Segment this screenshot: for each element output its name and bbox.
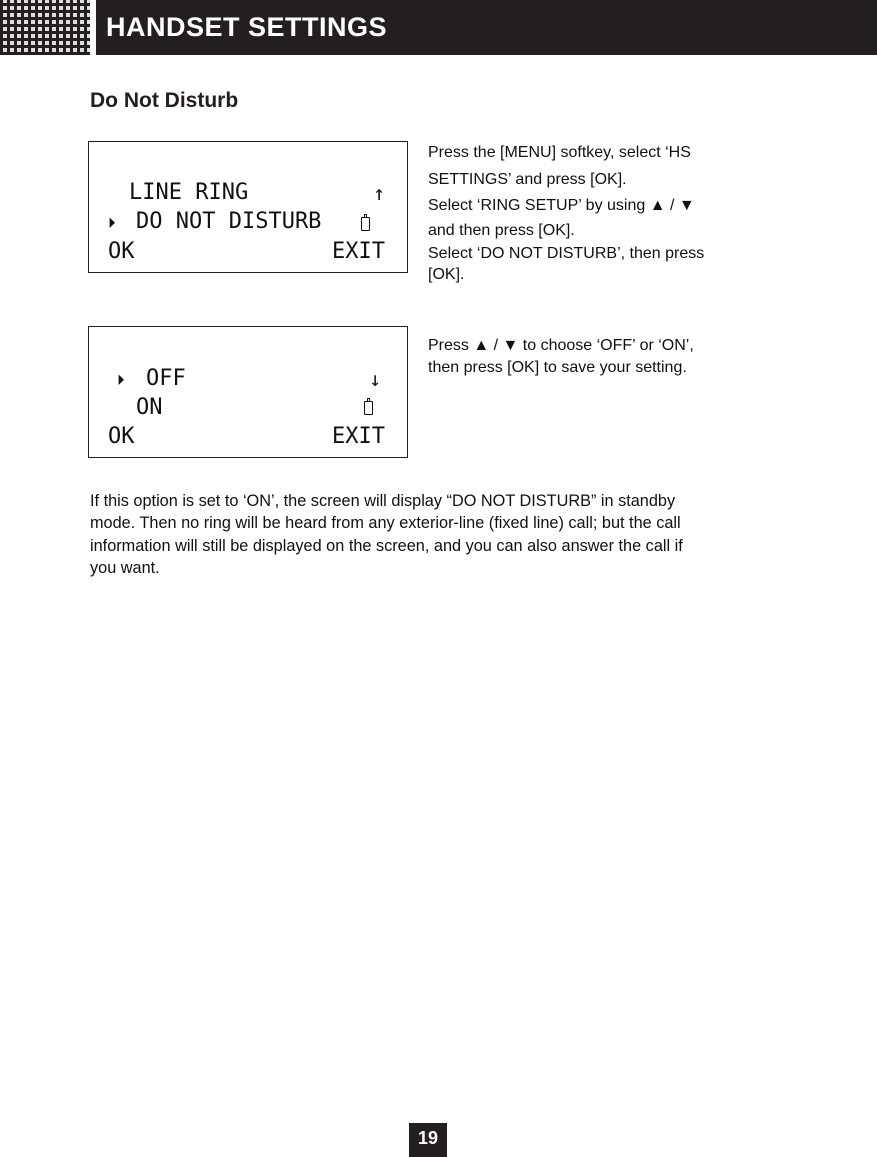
instruction-line: Press the [MENU] softkey, select ‘HS: [428, 144, 691, 161]
scroll-down-icon: ↓: [369, 367, 382, 391]
instructions-select-menu: [428, 139, 704, 286]
lcd-row-3: [89, 424, 407, 452]
selection-cursor-icon: ⏵: [108, 214, 116, 232]
lcd-row-2: [89, 209, 407, 237]
instruction-line: and then press [OK].: [428, 222, 575, 239]
lcd-softkey-exit: EXIT: [332, 424, 385, 449]
lcd-menu-item-line-ring: LINE RING: [129, 180, 249, 205]
lcd-screen-options: [88, 326, 408, 458]
lcd-menu-item-do-not-disturb: DO NOT DISTURB: [136, 209, 322, 234]
lcd-screen-menu: [88, 141, 408, 273]
lcd-softkey-ok: OK: [108, 239, 135, 264]
instruction-line: then press [OK] to save your setting.: [428, 359, 687, 376]
header-pattern-decoration: [0, 0, 90, 55]
lcd-softkey-ok: OK: [108, 424, 135, 449]
header-separator: [90, 0, 96, 55]
lcd-row-1: [89, 366, 407, 394]
instructions-choose-option: [428, 335, 694, 379]
instruction-line: Select ‘RING SETUP’ by using ▲ / ▼: [428, 197, 695, 214]
note-paragraph: [90, 490, 790, 579]
instruction-line: Select ‘DO NOT DISTURB’, then press: [428, 245, 705, 262]
note-line: you want.: [90, 558, 160, 577]
lcd-row-3: [89, 239, 407, 267]
lcd-row-1: [89, 180, 407, 208]
selection-cursor-icon: ⏵: [117, 371, 125, 389]
note-line: mode. Then no ring will be heard from any exterior-line (fixed line) call; but the call: [90, 514, 681, 533]
note-line: information will still be displayed on the screen, and you can also answer the call if: [90, 536, 683, 555]
header-title: HANDSET SETTINGS: [106, 12, 388, 42]
lcd-softkey-exit: EXIT: [332, 239, 385, 264]
lcd-option-on: ON: [136, 395, 163, 420]
instruction-line: [OK].: [428, 266, 465, 283]
section-title: Do Not Disturb: [90, 89, 239, 112]
scroll-up-icon: ↑: [373, 181, 386, 205]
battery-icon: [364, 401, 373, 415]
header-bar: [0, 0, 877, 55]
instruction-line: SETTINGS’ and press [OK].: [428, 171, 627, 188]
page-number: 19: [409, 1123, 447, 1157]
lcd-option-off: OFF: [146, 366, 186, 391]
lcd-row-2: [89, 395, 407, 423]
instruction-line: Press ▲ / ▼ to choose ‘OFF’ or ‘ON’,: [428, 337, 694, 354]
note-line: If this option is set to ‘ON’, the screen will display “DO NOT DISTURB” in standby: [90, 492, 676, 510]
battery-icon: [361, 217, 370, 231]
